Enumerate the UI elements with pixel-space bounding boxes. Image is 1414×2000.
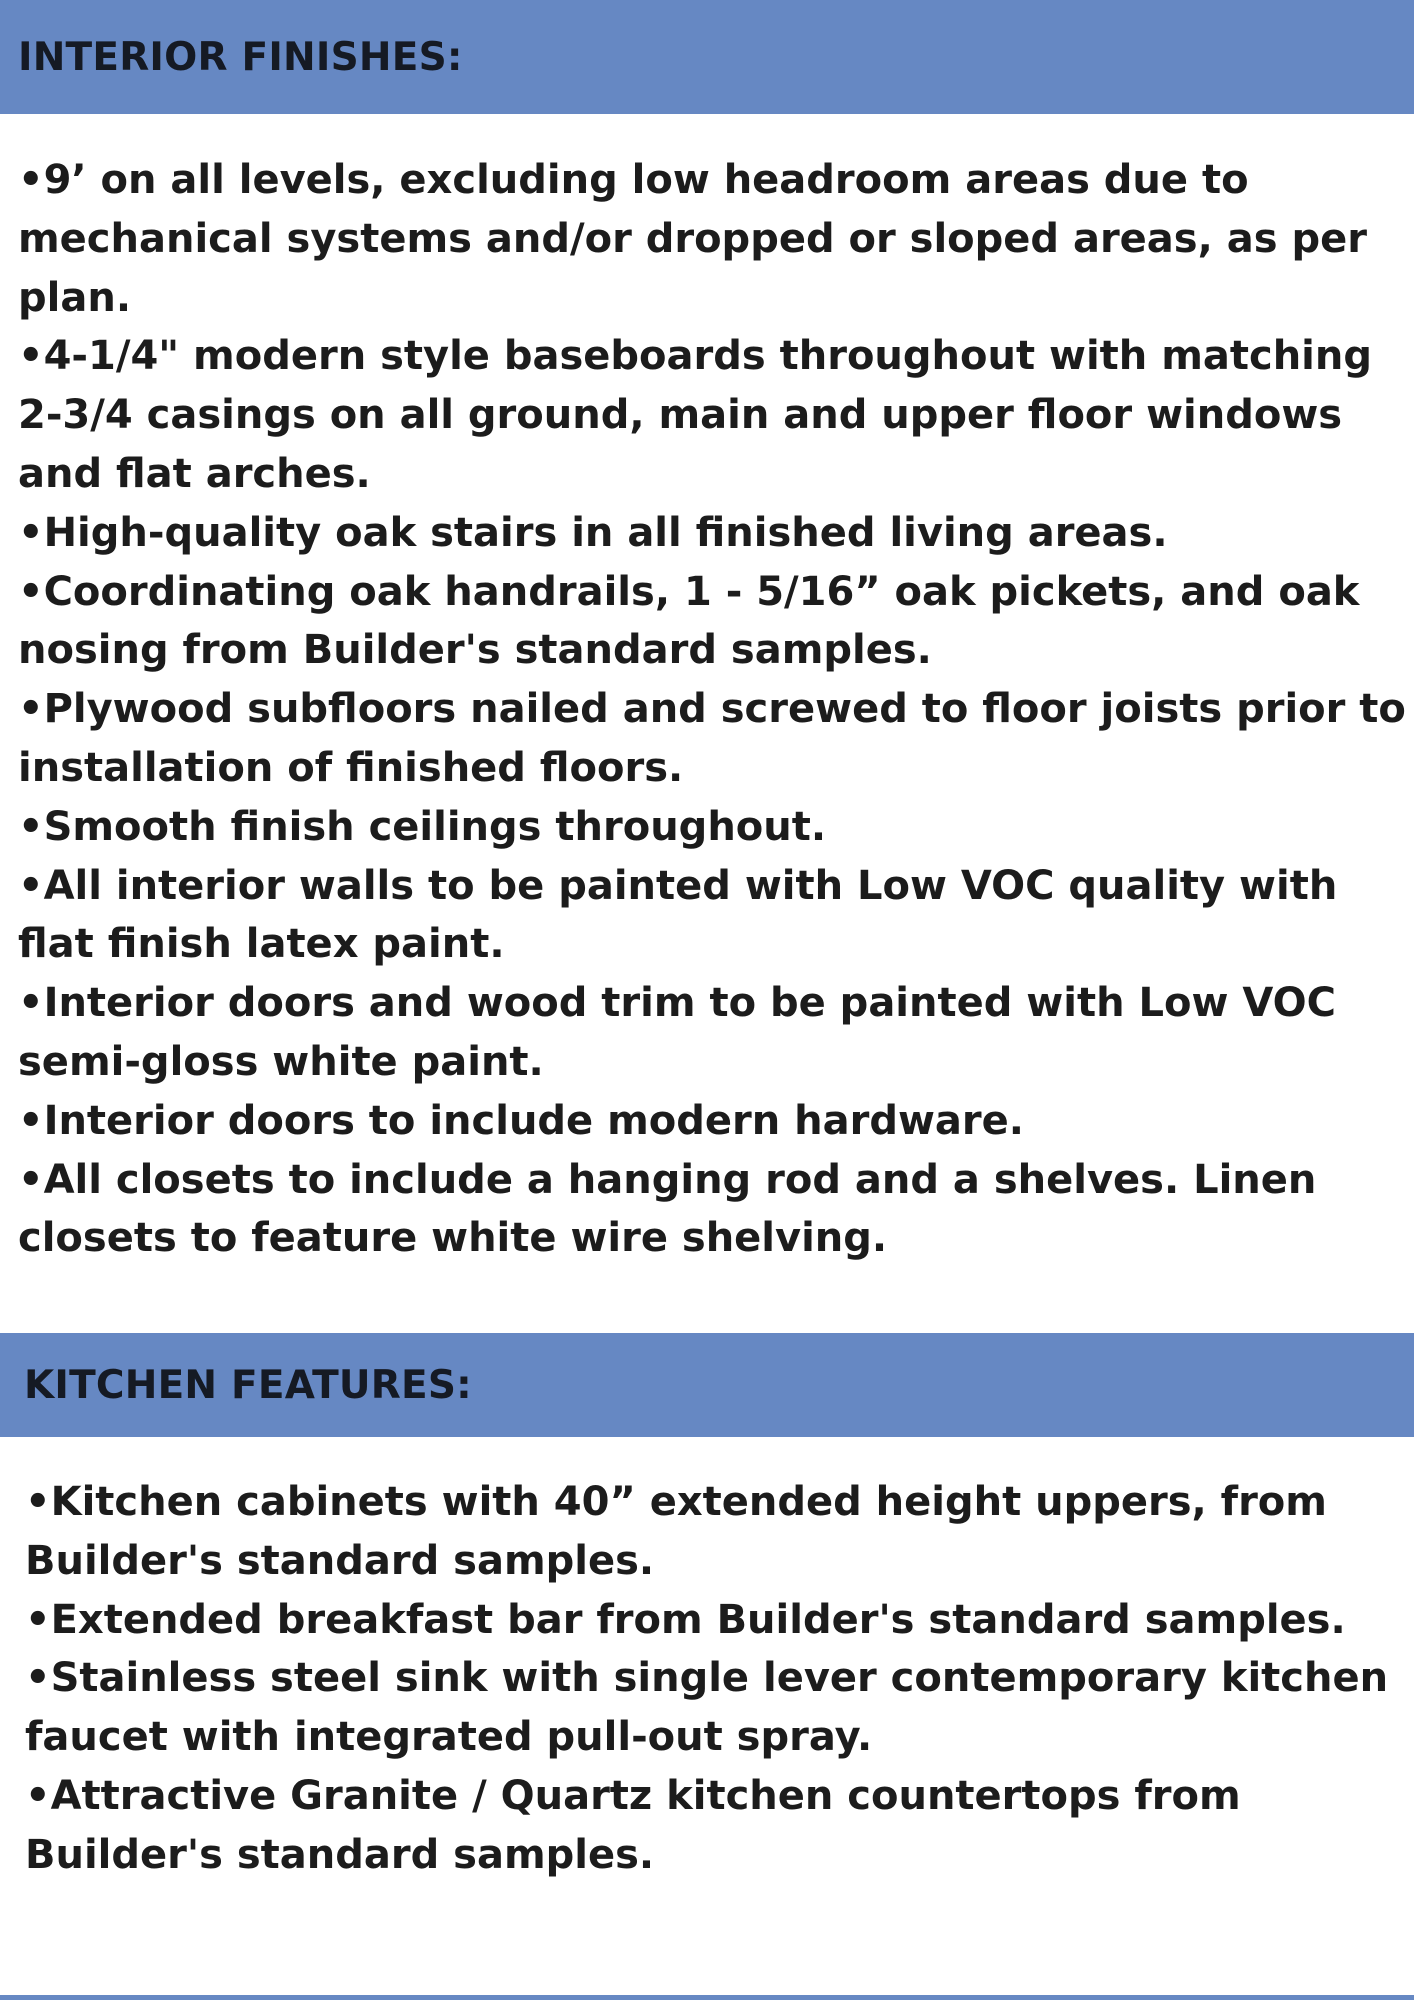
list-item: •High-quality oak stairs in all finished living areas. — [18, 509, 1168, 556]
list-item: •Stainless steel sink with single lever contemporary kitchen faucet with integrated pull-out spray. — [25, 1655, 1389, 1761]
list-item: •Interior doors and wood trim to be painted with Low VOC semi-gloss white paint. — [18, 980, 1336, 1085]
list-item: •Plywood subfloors nailed and screwed to floor joists prior to installation of finished floors. — [18, 686, 1406, 791]
kitchen-features-title: KITCHEN FEATURES: — [24, 1362, 472, 1408]
list-item: •Interior doors to include modern hardware. — [18, 1097, 1024, 1144]
list-item: •Smooth finish ceilings throughout. — [18, 803, 827, 850]
list-item: •9’ on all levels, excluding low headroom areas due to mechanical systems and/or dropped or sloped areas, as per plan. — [18, 157, 1367, 321]
list-item: •Extended breakfast bar from Builder's standard samples. — [25, 1596, 1346, 1643]
kitchen-features-header — [0, 1333, 1414, 1437]
list-item: •All interior walls to be painted with Low VOC quality with flat finish latex paint. — [18, 862, 1338, 968]
kitchen-features-list — [25, 1473, 1414, 1885]
list-item: •Kitchen cabinets with 40” extended height uppers, from Builder's standard samples. — [25, 1479, 1327, 1584]
interior-finishes-title: INTERIOR FINISHES: — [18, 34, 463, 80]
list-item: •All closets to include a hanging rod and a shelves. Linen closets to feature white wire shelving. — [18, 1156, 1317, 1262]
list-item: •Attractive Granite / Quartz kitchen countertops from Builder's standard samples. — [25, 1772, 1241, 1878]
list-item: •Coordinating oak handrails, 1 - 5/16” oak pickets, and oak nosing from Builder's standard samples. — [18, 568, 1360, 674]
interior-finishes-list — [18, 151, 1410, 1268]
bottom-divider — [0, 1995, 1414, 2000]
interior-finishes-header — [0, 0, 1414, 114]
list-item: •4-1/4" modern style baseboards throughout with matching 2-3/4 casings on all ground, main and upper floor windows and flat arches. — [18, 333, 1373, 497]
